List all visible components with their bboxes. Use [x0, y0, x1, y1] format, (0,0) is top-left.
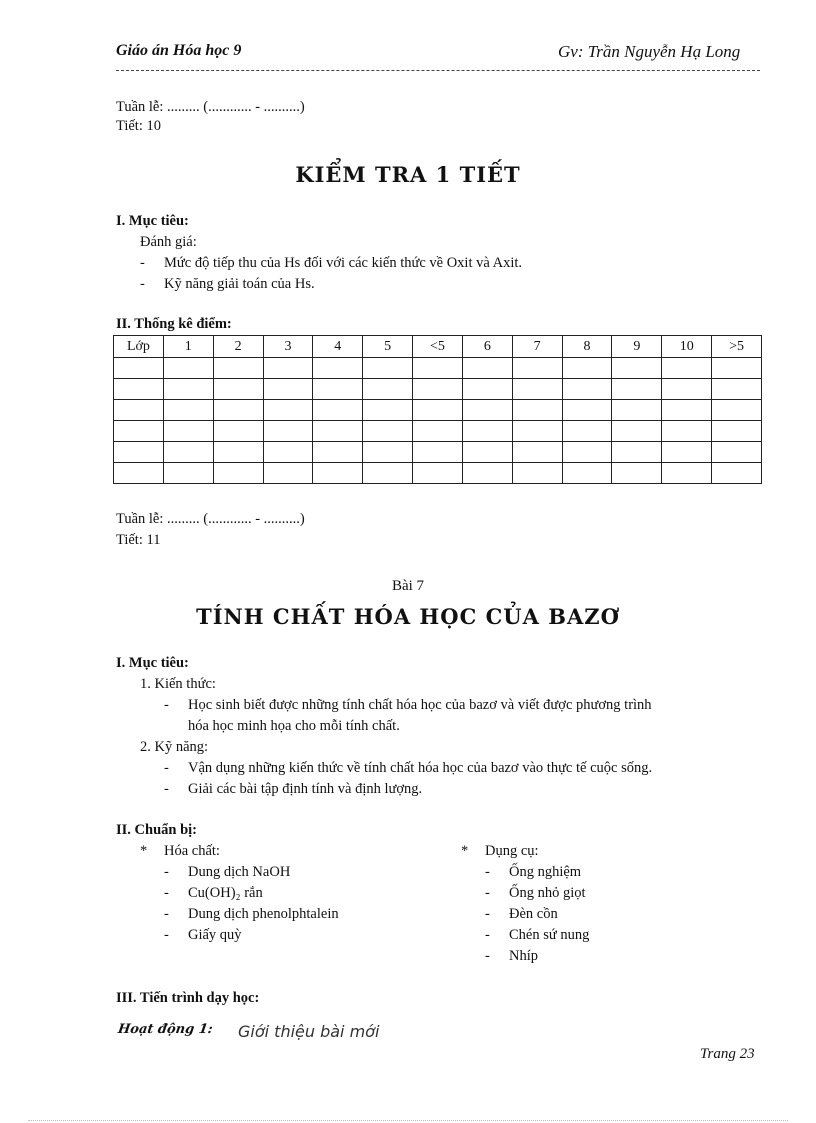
table-row [114, 442, 762, 463]
list-item: - Học sinh biết được những tính chất hóa học của bazơ và viết được phương trình [164, 697, 652, 713]
table-row [114, 358, 762, 379]
col-header: 3 [263, 336, 313, 358]
header-course-title: Giáo án Hóa học 9 [116, 42, 242, 59]
period-line-1: Tiết: 10 [116, 118, 161, 134]
list-item: - Giấy quỳ [164, 927, 242, 943]
col-header: <5 [413, 336, 463, 358]
col-header: 5 [363, 336, 413, 358]
list-item: - Ống nhỏ giọt [485, 885, 586, 901]
col-header: 1 [163, 336, 213, 358]
table-row [114, 421, 762, 442]
week-line-2: Tuần lễ: ......... (............ - ..........) [116, 511, 305, 527]
header-divider [116, 70, 760, 71]
list-item: - Ống nghiệm [485, 864, 582, 880]
week-line-1: Tuần lễ: ......... (............ - ..........) [116, 99, 305, 115]
col-header: Lớp [114, 336, 164, 358]
tools-label: * Dụng cụ: [461, 843, 539, 859]
col-header: 2 [213, 336, 263, 358]
list-item: - Kỹ năng giải toán của Hs. [140, 276, 315, 292]
chemicals-label: * Hóa chất: [140, 843, 220, 859]
list-item-continuation: hóa học minh họa cho mỗi tính chất. [188, 718, 400, 734]
col-header: 9 [612, 336, 662, 358]
score-stats-table [113, 335, 762, 484]
list-item: - Chén sứ nung [485, 927, 590, 943]
period-line-2: Tiết: 11 [116, 532, 161, 548]
prep-heading: II. Chuẩn bị: [116, 822, 197, 838]
list-item: - Đèn cồn [485, 906, 558, 922]
col-header: 6 [462, 336, 512, 358]
activity-label: Hoạt động 1: [116, 1022, 214, 1037]
list-item: - Dung dịch NaOH [164, 864, 291, 880]
list-item: - Nhíp [485, 948, 538, 964]
col-header: 4 [313, 336, 363, 358]
list-item: - Dung dịch phenolphtalein [164, 906, 339, 922]
list-item: - Cu(OH)₂ rắn [164, 885, 263, 901]
lesson-number: Bài 7 [391, 578, 425, 594]
lesson1-title: KIỂM TRA 1 TIẾT [295, 162, 521, 187]
list-item: - Mức độ tiếp thu của Hs đối với các kiến thức về Oxit và Axit. [140, 255, 523, 271]
col-header: 10 [662, 336, 712, 358]
col-header: 7 [512, 336, 562, 358]
table-row [114, 463, 762, 484]
lesson2-objectives-heading: I. Mục tiêu: [116, 655, 189, 671]
list-item: - Giải các bài tập định tính và định lượng. [164, 781, 423, 797]
col-header: >5 [712, 336, 762, 358]
col-header: 8 [562, 336, 612, 358]
table-row [114, 400, 762, 421]
header-teacher-name: Gv: Trần Nguyễn Hạ Long [558, 42, 741, 61]
assess-label: Đánh giá: [140, 234, 197, 250]
footer-divider [28, 1120, 788, 1121]
list-item: - Vận dụng những kiến thức về tính chất hóa học của bazơ vào thực tế cuộc sống. [164, 760, 653, 776]
table-header-row [114, 336, 762, 358]
stats-heading: II. Thống kê điểm: [116, 316, 232, 332]
lesson2-title: TÍNH CHẤT HÓA HỌC CỦA BAZƠ [196, 604, 620, 629]
activity-title: Giới thiệu bài mới [238, 1022, 380, 1041]
skills-label: 2. Kỹ năng: [140, 739, 209, 755]
table-row [114, 379, 762, 400]
knowledge-label: 1. Kiến thức: [140, 676, 216, 692]
process-heading: III. Tiến trình dạy học: [116, 990, 260, 1006]
page-number: Trang 23 [700, 1046, 755, 1062]
lesson1-objectives-heading: I. Mục tiêu: [116, 213, 189, 229]
